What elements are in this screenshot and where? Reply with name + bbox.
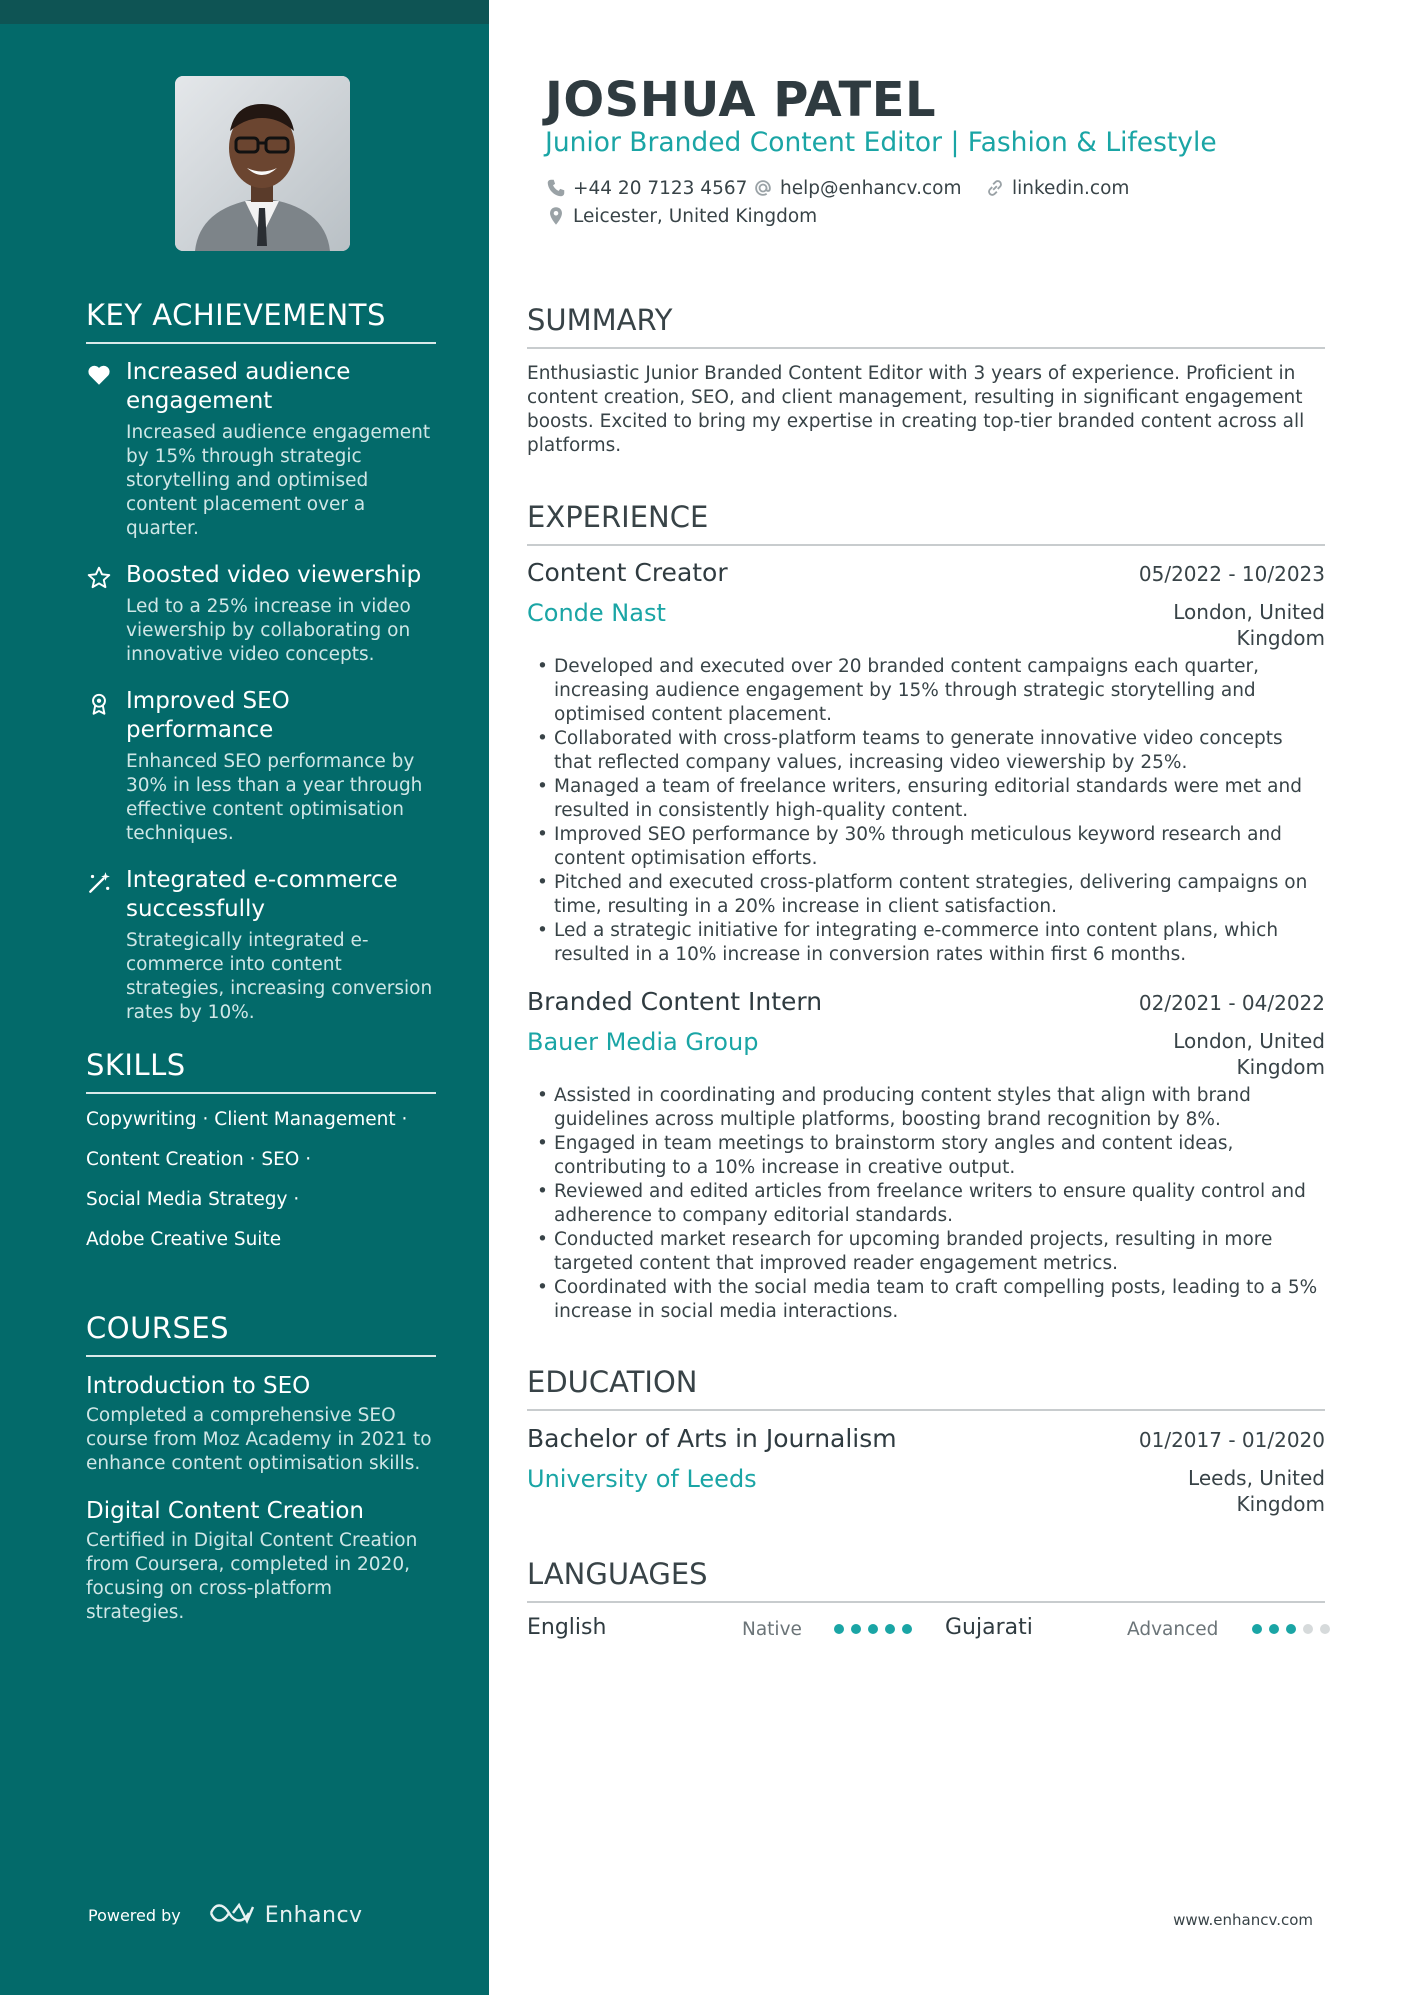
phone-icon <box>545 177 567 199</box>
skills-list <box>86 1108 436 1268</box>
courses-title: COURSES <box>86 1311 436 1357</box>
course-description: Certified in Digital Content Creation from Coursera, completed in 2020, focusing on cross-platform strategies. <box>86 1530 418 1623</box>
education-degree: Bachelor of Arts in Journalism <box>527 1424 897 1453</box>
linkedin-text[interactable]: linkedin.com <box>1012 177 1130 199</box>
proficiency-dot-filled <box>902 1624 912 1634</box>
job-bullet: • Assisted in coordinating and producing content styles that align with brand guidelines across multiple platforms, boosting brand recognition by 8%. <box>527 1084 1325 1132</box>
achievement-item <box>86 561 436 667</box>
job-role: Branded Content Intern <box>527 987 823 1016</box>
language-proficiency-dots <box>1252 1624 1337 1634</box>
job-bullets <box>527 1084 1325 1324</box>
language-name: English <box>527 1615 607 1640</box>
heart-icon <box>86 362 112 388</box>
experience-title: EXPERIENCE <box>527 500 1325 546</box>
proficiency-dot-empty <box>1303 1624 1313 1634</box>
summary-title: SUMMARY <box>527 303 1325 349</box>
job-bullet: • Collaborated with cross-platform teams to generate innovative video concepts that reflected company values, increasing video viewership by 25%. <box>527 727 1325 775</box>
achievement-item <box>86 687 436 846</box>
job-bullet: • Engaged in team meetings to brainstorm story angles and content ideas, contributing to a 10% increase in creative output. <box>527 1132 1325 1180</box>
languages-title: LANGUAGES <box>527 1557 1325 1603</box>
education-dates: 01/2017 - 01/2020 <box>1138 1428 1325 1452</box>
achievement-title: Increased audience engagement <box>126 359 351 414</box>
proficiency-dot-filled <box>1252 1624 1262 1634</box>
location-text: Leicester, United Kingdom <box>573 205 818 227</box>
course-title: Digital Content Creation <box>86 1498 364 1524</box>
proficiency-dot-filled <box>1269 1624 1279 1634</box>
key-achievements-title: KEY ACHIEVEMENTS <box>86 298 436 344</box>
proficiency-dot-filled <box>1286 1624 1296 1634</box>
proficiency-dot-filled <box>851 1624 861 1634</box>
achievement-title: Integrated e-commerce successfully <box>126 867 398 922</box>
at-sign-icon <box>752 177 774 199</box>
sidebar <box>0 0 489 1995</box>
summary-text: Enthusiastic Junior Branded Content Editor with 3 years of experience. Proficient in content creation, SEO, and client management, resulting in significant engagement boosts. Excited to bring my expertise in creating top-tier branded content across all platforms. <box>527 363 1305 456</box>
proficiency-dot-filled <box>834 1624 844 1634</box>
job-bullet: • Developed and executed over 20 branded content campaigns each quarter, increasing audience engagement by 15% through strategic storytelling and optimised content placement. <box>527 655 1325 727</box>
job-bullet: • Improved SEO performance by 30% through meticulous keyword research and content optimisation efforts. <box>527 823 1325 871</box>
contact-phone <box>545 177 747 199</box>
job-dates: 02/2021 - 04/2022 <box>1138 991 1325 1015</box>
magic-wand-icon <box>86 870 112 896</box>
job-dates: 05/2022 - 10/2023 <box>1138 562 1325 586</box>
skills-row: Copywriting · Client Management · <box>86 1109 408 1130</box>
achievement-description: Enhanced SEO performance by 30% in less than a year through effective content optimisation techniques. <box>126 751 423 844</box>
proficiency-dot-empty <box>1320 1624 1330 1634</box>
job-location: London, United Kingdom <box>1173 1029 1325 1079</box>
language-proficiency-dots <box>834 1624 919 1634</box>
job-company: Conde Nast <box>527 599 666 627</box>
education-location: Leeds, United Kingdom <box>1188 1466 1325 1516</box>
powered-by-label: Powered by <box>88 1905 181 1925</box>
sidebar-top-bar <box>0 0 489 24</box>
profile-photo <box>175 76 350 251</box>
language-level: Native <box>742 1619 802 1640</box>
proficiency-dot-filled <box>885 1624 895 1634</box>
job-bullet: • Pitched and executed cross-platform content strategies, delivering campaigns on time, resulting in a 20% increase in client satisfaction. <box>527 871 1325 919</box>
skills-row: Content Creation · SEO · <box>86 1149 312 1170</box>
courses-section <box>86 1311 436 1645</box>
contact-linkedin[interactable] <box>984 177 1129 199</box>
job-bullet: • Managed a team of freelance writers, ensuring editorial standards were met and resulted in consistently high-quality content. <box>527 775 1325 823</box>
course-item <box>86 1496 436 1625</box>
job-bullet: • Reviewed and edited articles from freelance writers to ensure quality control and adherence to company editorial standards. <box>527 1180 1325 1228</box>
achievement-description: Led to a 25% increase in video viewership by collaborating on innovative video concepts. <box>126 596 411 665</box>
achievement-description: Strategically integrated e-commerce into content strategies, increasing conversion rates by 10%. <box>126 930 433 1023</box>
skills-section <box>86 1048 436 1268</box>
course-description: Completed a comprehensive SEO course from Moz Academy in 2021 to enhance content optimisation skills. <box>86 1405 432 1474</box>
skills-title: SKILLS <box>86 1048 436 1094</box>
skills-row: Adobe Creative Suite <box>86 1229 282 1250</box>
job-bullet: • Coordinated with the social media team to craft compelling posts, leading to a 5% increase in social media interactions. <box>527 1276 1325 1324</box>
achievement-title: Improved SEO performance <box>126 688 290 743</box>
job-bullets <box>527 655 1325 967</box>
candidate-name: JOSHUA PATEL <box>545 72 937 128</box>
location-pin-icon <box>545 205 567 227</box>
star-icon <box>86 565 112 591</box>
enhancv-logo-text: Enhancv <box>264 1902 363 1928</box>
job-company: Bauer Media Group <box>527 1028 759 1056</box>
link-icon <box>984 177 1006 199</box>
achievement-title: Boosted video viewership <box>126 562 422 588</box>
award-icon <box>86 691 112 717</box>
phone-text: +44 20 7123 4567 <box>573 177 748 199</box>
course-title: Introduction to SEO <box>86 1373 311 1399</box>
job-location: London, United Kingdom <box>1173 600 1325 650</box>
job-bullet: • Led a strategic initiative for integrating e-commerce into content plans, which resulted in a 10% increase in conversion rates within first 6 months. <box>527 919 1325 967</box>
achievement-item <box>86 866 436 1025</box>
job-role: Content Creator <box>527 558 728 587</box>
enhancv-logo-icon <box>207 1901 255 1929</box>
job-bullet: • Conducted market research for upcoming branded projects, resulting in more targeted content that improved reader engagement metrics. <box>527 1228 1325 1276</box>
course-item <box>86 1371 436 1476</box>
education-title: EDUCATION <box>527 1365 1325 1411</box>
language-level: Advanced <box>1127 1619 1219 1640</box>
contact-location <box>545 205 817 227</box>
contact-email[interactable] <box>752 177 961 199</box>
candidate-headline: Junior Branded Content Editor | Fashion & Lifestyle <box>545 127 1217 158</box>
achievement-item <box>86 358 436 541</box>
proficiency-dot-filled <box>868 1624 878 1634</box>
education-school: University of Leeds <box>527 1465 757 1493</box>
achievement-description: Increased audience engagement by 15% through strategic storytelling and optimised content placement over a quarter. <box>126 422 431 539</box>
footer-website[interactable]: www.enhancv.com <box>1173 1911 1313 1929</box>
powered-by <box>88 1901 363 1929</box>
email-text[interactable]: help@enhancv.com <box>780 177 962 199</box>
key-achievements-section <box>86 298 436 1045</box>
language-name: Gujarati <box>945 1615 1033 1640</box>
skills-row: Social Media Strategy · <box>86 1189 300 1210</box>
